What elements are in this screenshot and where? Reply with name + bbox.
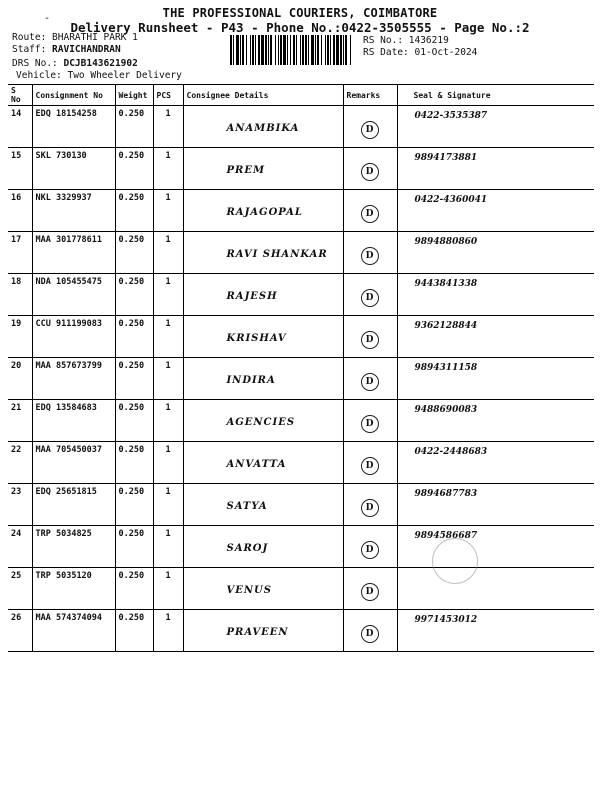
signature-handwritten: 0422-2448683 bbox=[414, 447, 488, 457]
signature-handwritten: 9443841338 bbox=[414, 279, 478, 289]
pcs-cell: 1 bbox=[153, 610, 183, 652]
pcs-cell: 1 bbox=[153, 442, 183, 484]
consignee-cell bbox=[183, 232, 343, 274]
drs-label: DRS No.: bbox=[12, 58, 64, 69]
col-consignee: Consignee Details bbox=[183, 85, 343, 106]
signature-handwritten: 9894311158 bbox=[414, 363, 478, 373]
consignment-cell: TRP 5035120 bbox=[32, 568, 115, 610]
sno-cell: 18 bbox=[8, 274, 32, 316]
runsheet-table bbox=[8, 84, 594, 652]
signature-cell bbox=[397, 610, 594, 652]
pcs-cell: 1 bbox=[153, 316, 183, 358]
consignee-handwritten: PREM bbox=[226, 165, 266, 176]
sno-cell: 22 bbox=[8, 442, 32, 484]
delivered-mark: D bbox=[361, 247, 379, 265]
signature-cell bbox=[397, 400, 594, 442]
pcs-cell: 1 bbox=[153, 106, 183, 148]
rs-date: RS Date: 01-Oct-2024 bbox=[363, 47, 478, 58]
remarks-cell bbox=[343, 610, 397, 652]
signature-handwritten: 9894173881 bbox=[414, 153, 478, 163]
consignee-cell bbox=[183, 148, 343, 190]
table-row bbox=[8, 442, 594, 484]
sno-cell: 26 bbox=[8, 610, 32, 652]
signature-cell bbox=[397, 568, 594, 610]
consignee-handwritten: KRISHAV bbox=[226, 333, 287, 344]
consignee-cell bbox=[183, 484, 343, 526]
runsheet-title: Delivery Runsheet - P43 - Phone No.:0422-3505555 - Page No.:2 bbox=[70, 20, 530, 35]
sno-cell: 24 bbox=[8, 526, 32, 568]
col-sno: S No bbox=[8, 85, 32, 106]
weight-cell: 0.250 bbox=[115, 610, 153, 652]
consignee-cell bbox=[183, 358, 343, 400]
staff-line bbox=[12, 44, 121, 56]
signature-cell bbox=[397, 316, 594, 358]
table-header bbox=[8, 85, 594, 106]
signature-handwritten: 9488690083 bbox=[414, 405, 478, 415]
sno-cell: 20 bbox=[8, 358, 32, 400]
delivered-mark: D bbox=[361, 331, 379, 349]
sno-cell: 25 bbox=[8, 568, 32, 610]
consignee-cell bbox=[183, 106, 343, 148]
remarks-cell bbox=[343, 484, 397, 526]
consignee-handwritten: PRAVEEN bbox=[226, 627, 289, 638]
delivered-mark: D bbox=[361, 499, 379, 517]
remarks-cell bbox=[343, 190, 397, 232]
consignee-handwritten: AGENCIES bbox=[226, 417, 296, 428]
consignee-handwritten: RAVI SHANKAR bbox=[226, 249, 328, 260]
table-row bbox=[8, 358, 594, 400]
consignee-handwritten: SATYA bbox=[226, 501, 268, 512]
consignment-cell: CCU 911199083 bbox=[32, 316, 115, 358]
delivered-mark: D bbox=[361, 289, 379, 307]
weight-cell: 0.250 bbox=[115, 526, 153, 568]
consignment-cell: MAA 301778611 bbox=[32, 232, 115, 274]
drs-line bbox=[12, 58, 138, 70]
table-row bbox=[8, 526, 594, 568]
col-consignment: Consignment No bbox=[32, 85, 115, 106]
table-row bbox=[8, 400, 594, 442]
signature-handwritten: 9894880860 bbox=[414, 237, 478, 247]
staff-label: Staff: bbox=[12, 44, 53, 55]
table-row bbox=[8, 484, 594, 526]
sno-cell: 17 bbox=[8, 232, 32, 274]
signature-handwritten: 9971453012 bbox=[414, 615, 478, 625]
delivered-mark: D bbox=[361, 373, 379, 391]
consignee-cell bbox=[183, 400, 343, 442]
delivered-mark: D bbox=[361, 625, 379, 643]
signature-cell bbox=[397, 106, 594, 148]
corner-mark: - bbox=[44, 13, 51, 24]
weight-cell: 0.250 bbox=[115, 442, 153, 484]
table-row bbox=[8, 106, 594, 148]
consignee-cell bbox=[183, 442, 343, 484]
pcs-cell: 1 bbox=[153, 526, 183, 568]
consignment-cell: SKL 730130 bbox=[32, 148, 115, 190]
sno-cell: 23 bbox=[8, 484, 32, 526]
col-pcs: PCS bbox=[153, 85, 183, 106]
consignee-cell bbox=[183, 316, 343, 358]
pcs-cell: 1 bbox=[153, 232, 183, 274]
consignee-cell bbox=[183, 610, 343, 652]
consignment-cell: NKL 3329937 bbox=[32, 190, 115, 232]
vehicle-line: Vehicle: Two Wheeler Delivery bbox=[16, 70, 182, 81]
signature-cell bbox=[397, 442, 594, 484]
signature-cell bbox=[397, 190, 594, 232]
consignee-cell bbox=[183, 526, 343, 568]
consignee-handwritten: VENUS bbox=[226, 585, 272, 596]
signature-cell bbox=[397, 358, 594, 400]
signature-handwritten: 9894687783 bbox=[414, 489, 478, 499]
consignee-handwritten: SAROJ bbox=[226, 543, 269, 554]
table-row bbox=[8, 232, 594, 274]
signature-cell bbox=[397, 526, 594, 568]
signature-handwritten: 0422-3535387 bbox=[414, 111, 488, 121]
weight-cell: 0.250 bbox=[115, 274, 153, 316]
delivered-mark: D bbox=[361, 163, 379, 181]
consignee-cell bbox=[183, 568, 343, 610]
consignee-handwritten: INDIRA bbox=[226, 375, 276, 386]
drs-number: DCJB143621902 bbox=[63, 58, 138, 69]
table-row bbox=[8, 316, 594, 358]
pcs-cell: 1 bbox=[153, 400, 183, 442]
pcs-cell: 1 bbox=[153, 190, 183, 232]
weight-cell: 0.250 bbox=[115, 190, 153, 232]
remarks-cell bbox=[343, 274, 397, 316]
weight-cell: 0.250 bbox=[115, 358, 153, 400]
route-line: Route: BHARATHI PARK 1 bbox=[12, 32, 138, 43]
rs-number: RS No.: 1436219 bbox=[363, 35, 449, 46]
weight-cell: 0.250 bbox=[115, 106, 153, 148]
remarks-cell bbox=[343, 568, 397, 610]
weight-cell: 0.250 bbox=[115, 148, 153, 190]
delivered-mark: D bbox=[361, 121, 379, 139]
weight-cell: 0.250 bbox=[115, 568, 153, 610]
weight-cell: 0.250 bbox=[115, 316, 153, 358]
delivered-mark: D bbox=[361, 415, 379, 433]
consignment-cell: MAA 705450037 bbox=[32, 442, 115, 484]
consignee-handwritten: RAJESH bbox=[226, 291, 278, 302]
consignee-cell bbox=[183, 274, 343, 316]
delivered-mark: D bbox=[361, 583, 379, 601]
signature-handwritten: 0422-4360041 bbox=[414, 195, 488, 205]
sno-cell: 14 bbox=[8, 106, 32, 148]
weight-cell: 0.250 bbox=[115, 400, 153, 442]
consignment-cell: MAA 857673799 bbox=[32, 358, 115, 400]
consignee-handwritten: ANVATTA bbox=[226, 459, 287, 470]
consignment-cell: EDQ 25651815 bbox=[32, 484, 115, 526]
sno-cell: 19 bbox=[8, 316, 32, 358]
staff-name: RAVICHANDRAN bbox=[52, 44, 121, 55]
table-row bbox=[8, 274, 594, 316]
pcs-cell: 1 bbox=[153, 148, 183, 190]
courier-seal-stamp bbox=[432, 538, 478, 584]
sno-cell: 15 bbox=[8, 148, 32, 190]
consignee-handwritten: RAJAGOPAL bbox=[226, 207, 303, 218]
consignment-cell: EDQ 13584683 bbox=[32, 400, 115, 442]
table-row bbox=[8, 568, 594, 610]
barcode-image bbox=[229, 35, 355, 65]
remarks-cell bbox=[343, 232, 397, 274]
signature-handwritten: 9894586687 bbox=[414, 531, 478, 541]
pcs-cell: 1 bbox=[153, 484, 183, 526]
table-row bbox=[8, 148, 594, 190]
company-title: THE PROFESSIONAL COURIERS, COIMBATORE bbox=[162, 6, 438, 20]
col-signature: Seal & Signature bbox=[397, 85, 594, 106]
delivered-mark: D bbox=[361, 205, 379, 223]
col-remarks: Remarks bbox=[343, 85, 397, 106]
remarks-cell bbox=[343, 526, 397, 568]
delivered-mark: D bbox=[361, 541, 379, 559]
col-weight: Weight bbox=[115, 85, 153, 106]
consignee-handwritten: ANAMBIKA bbox=[226, 123, 300, 134]
signature-cell bbox=[397, 274, 594, 316]
table-row bbox=[8, 190, 594, 232]
consignment-cell: MAA 574374094 bbox=[32, 610, 115, 652]
consignment-cell: EDQ 18154258 bbox=[32, 106, 115, 148]
weight-cell: 0.250 bbox=[115, 232, 153, 274]
remarks-cell bbox=[343, 358, 397, 400]
consignment-cell: TRP 5034825 bbox=[32, 526, 115, 568]
signature-cell bbox=[397, 232, 594, 274]
pcs-cell: 1 bbox=[153, 274, 183, 316]
weight-cell: 0.250 bbox=[115, 484, 153, 526]
table-row bbox=[8, 610, 594, 652]
remarks-cell bbox=[343, 400, 397, 442]
remarks-cell bbox=[343, 106, 397, 148]
consignee-cell bbox=[183, 190, 343, 232]
signature-handwritten: 9362128844 bbox=[414, 321, 478, 331]
signature-cell bbox=[397, 148, 594, 190]
signature-cell bbox=[397, 484, 594, 526]
delivered-mark: D bbox=[361, 457, 379, 475]
remarks-cell bbox=[343, 316, 397, 358]
consignment-cell: NDA 105455475 bbox=[32, 274, 115, 316]
pcs-cell: 1 bbox=[153, 358, 183, 400]
sno-cell: 21 bbox=[8, 400, 32, 442]
remarks-cell bbox=[343, 442, 397, 484]
remarks-cell bbox=[343, 148, 397, 190]
pcs-cell: 1 bbox=[153, 568, 183, 610]
sno-cell: 16 bbox=[8, 190, 32, 232]
